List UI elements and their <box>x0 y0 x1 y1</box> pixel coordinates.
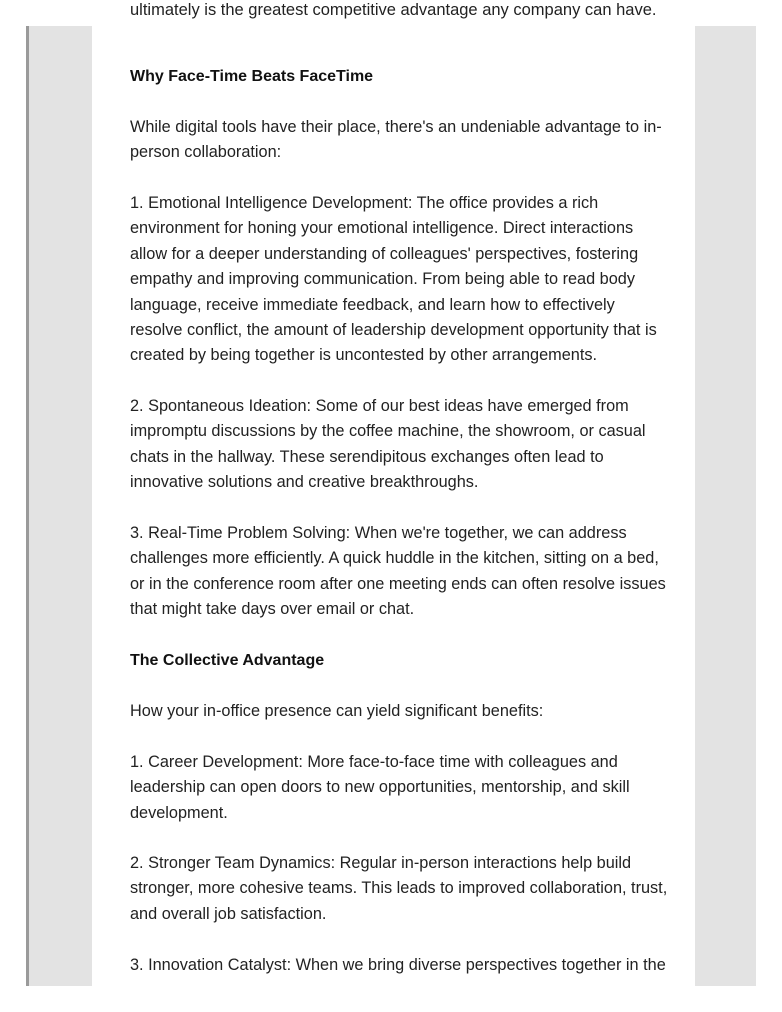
list-item-innovation-catalyst: 3. Innovation Catalyst: When we bring diverse perspectives together in the <box>130 956 666 974</box>
list-item-stronger-team-dynamics: 2. Stronger Team Dynamics: Regular in-person interactions help build stronger, more cohesive teams. This leads to improved collaboration, trust, and overall job satisfaction. <box>130 854 668 923</box>
left-margin-gutter <box>29 26 92 986</box>
section-heading-face-time: Why Face-Time Beats FaceTime <box>130 68 374 85</box>
list-item-career-development: 1. Career Development: More face-to-face time with colleagues and leadership can open doors to new opportunities, mentorship, and skill development. <box>130 753 630 822</box>
list-item-spontaneous-ideation: 2. Spontaneous Ideation: Some of our best ideas have emerged from impromptu discussions by the coffee machine, the showroom, or casual chats in the hallway. These serendipitous exchanges often lead to innovative solutions and creative breakthroughs. <box>130 397 646 492</box>
left-border-rule <box>26 26 29 986</box>
intro-paragraph-face-time: While digital tools have their place, there's an undeniable advantage to in-person collaboration: <box>130 118 662 162</box>
list-item-real-time-problem-solving: 3. Real-Time Problem Solving: When we're together, we can address challenges more efficiently. A quick huddle in the kitchen, sitting on a bed, or in the conference room after one meeting ends can often resolve issues that might take days over email or chat. <box>130 524 666 619</box>
right-margin-gutter <box>695 26 756 986</box>
section-heading-collective-advantage: The Collective Advantage <box>130 652 325 669</box>
intro-paragraph-collective-advantage: How your in-office presence can yield significant benefits: <box>130 702 544 720</box>
page-bottom-edge <box>0 986 782 1012</box>
cutoff-text-line: ultimately is the greatest competitive advantage any company can have. <box>130 1 657 19</box>
list-item-emotional-intelligence: 1. Emotional Intelligence Development: The office provides a rich environment for honing your emotional intelligence. Direct interactions allow for a deeper understanding of colleagues' perspectives, fostering empathy and improving communication. From being able to read body language, receive immediate feedback, and learn how to effectively resolve conflict, the amount of leadership development opportunity that is created by being together is uncontested by other arrangements. <box>130 194 657 365</box>
document-page <box>92 0 695 986</box>
